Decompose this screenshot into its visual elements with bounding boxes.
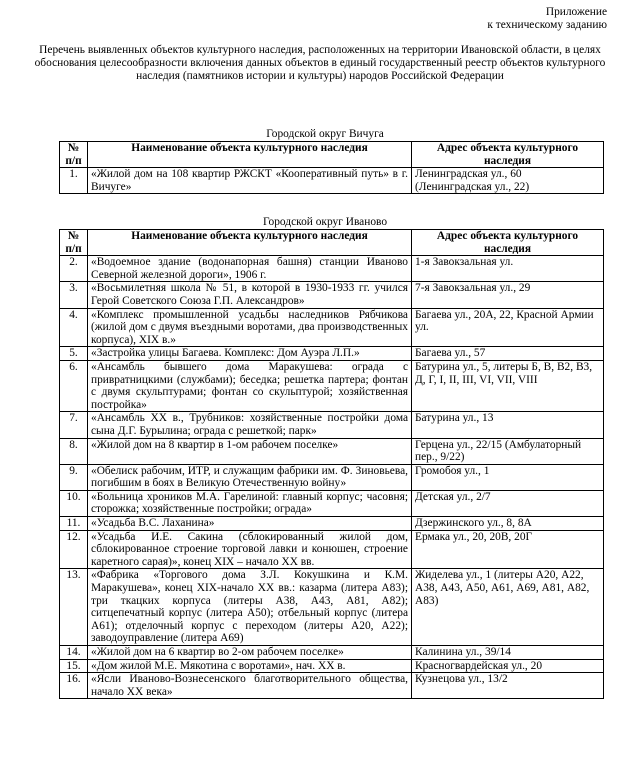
table-row <box>60 168 604 194</box>
cell-name: «Водоемное здание (водонапорная башня) станции Иваново Северной железной дороги», 1906 г. <box>88 256 412 282</box>
cell-num: 9. <box>60 464 88 490</box>
cell-name: «Усадьба И.Е. Сакина (сблокированный жилой дом, сблокированное строение торговой лавки и конюшен, строение каретного сарая)», конец XIX – начало XX вв. <box>88 530 412 569</box>
cell-address: 1-я Завокзальная ул. <box>412 256 604 282</box>
table-row <box>60 438 604 464</box>
table-row <box>60 464 604 490</box>
table-body <box>60 256 604 699</box>
cell-num: 4. <box>60 308 88 347</box>
cell-num: 6. <box>60 360 88 411</box>
cell-num: 1. <box>60 168 88 194</box>
cell-name: «Фабрика «Торгового дома З.Л. Кокушкина и К.М. Маракушева», конец XIX-начало XX вв.: казарма (литера А83); три ткацких корпуса (литеры А38, А43, А81, А82); ситцепечатный корпус (литера А50); отбельный корпус (литера А61); отделочный корпус с переходом (литеры А20, А22); заводоуправление (литера А69) <box>88 569 412 646</box>
cell-address: Батурина ул., 5, литеры Б, В, В2, В3, Д, Г, I, II, III, VI, VII, VIII <box>412 360 604 411</box>
cell-name: «Застройка улицы Багаева. Комплекс: Дом Ауэра Л.П.» <box>88 347 412 361</box>
cell-name: «Обелиск рабочим, ИТР, и служащим фабрики им. Ф. Зиновьева, погибшим в боях в Великую Отечественную войну» <box>88 464 412 490</box>
column-header-name: Наименование объекта культурного наследия <box>88 142 412 168</box>
cell-address: Жиделева ул., 1 (литеры А20, А22, А38, А43, А50, А61, А69, А81, А82, А83) <box>412 569 604 646</box>
cell-address: Ленинградская ул., 60 (Ленинградская ул., 22) <box>412 168 604 194</box>
appendix-label <box>487 6 607 32</box>
cell-name: «Комплекс промышленной усадьбы наследников Рябчикова (жилой дом с двумя въездными воротами, два производственных корпуса), XIX в.» <box>88 308 412 347</box>
table-header-row <box>60 230 604 256</box>
appendix-line-1: Приложение <box>545 6 607 18</box>
table-row <box>60 282 604 308</box>
cell-address: Герцена ул., 22/15 (Амбулаторный пер., 9/22) <box>412 438 604 464</box>
cell-address: Красногвардейская ул., 20 <box>412 659 604 673</box>
table-row <box>60 347 604 361</box>
cell-address: Багаева ул., 57 <box>412 347 604 361</box>
cell-address: Дзержинского ул., 8, 8А <box>412 517 604 531</box>
cell-num: 5. <box>60 347 88 361</box>
cell-num: 12. <box>60 530 88 569</box>
column-header-num: № п/п <box>60 142 88 168</box>
cell-num: 14. <box>60 646 88 660</box>
cell-name: «Больница хроников М.А. Гарелиной: главный корпус; часовня; сторожка; хозяйственные постройки; ограда» <box>88 490 412 516</box>
cell-num: 16. <box>60 673 88 699</box>
cell-name: «Жилой дом на 8 квартир в 1-ом рабочем поселке» <box>88 438 412 464</box>
table-ivanovo <box>59 229 604 699</box>
cell-name: «Восьмилетняя школа № 51, в которой в 1930-1933 гг. учился Герой Советского Союза Г.П. Александров» <box>88 282 412 308</box>
cell-num: 10. <box>60 490 88 516</box>
table-row <box>60 490 604 516</box>
table-row <box>60 530 604 569</box>
cell-address: Детская ул., 2/7 <box>412 490 604 516</box>
cell-name: «Ансамбль бывшего дома Маракушева: ограда с привратницкими (службами); беседка; решетка партера; фонтан с двумя скульптурами; фонтан со скульптурой; хозяйственная постройка» <box>88 360 412 411</box>
cell-address: Ермака ул., 20, 20В, 20Г <box>412 530 604 569</box>
section-title-vichuga: Городской округ Вичуга <box>266 128 384 140</box>
table-row <box>60 256 604 282</box>
table-row <box>60 673 604 699</box>
cell-name: «Ансамбль XX в., Трубников: хозяйственные постройки дома сына Д.Г. Бурылина; ограда с решеткой; парк» <box>88 412 412 438</box>
column-header-num: № п/п <box>60 230 88 256</box>
cell-num: 3. <box>60 282 88 308</box>
cell-name: «Усадьба В.С. Лаханина» <box>88 517 412 531</box>
cell-num: 8. <box>60 438 88 464</box>
table-row <box>60 308 604 347</box>
cell-address: Батурина ул., 13 <box>412 412 604 438</box>
cell-address: Калинина ул., 39/14 <box>412 646 604 660</box>
cell-address: Кузнецова ул., 13/2 <box>412 673 604 699</box>
table-row <box>60 646 604 660</box>
column-header-name: Наименование объекта культурного наследия <box>88 230 412 256</box>
document-heading: Перечень выявленных объектов культурного наследия, расположенных на территории Ивановской области, в целях обоснования целесообразности включения данных объектов в единый государственный реестр объектов культурного наследия (памятников истории и культуры) народов Российской Федерации <box>34 44 606 82</box>
cell-num: 15. <box>60 659 88 673</box>
cell-name: «Ясли Иваново-Вознесенского благотворительного общества, начало XX века» <box>88 673 412 699</box>
cell-name: «Дом жилой М.Е. Мякотина с воротами», нач. XX в. <box>88 659 412 673</box>
cell-num: 11. <box>60 517 88 531</box>
cell-num: 7. <box>60 412 88 438</box>
table-body <box>60 168 604 194</box>
cell-name: «Жилой дом на 108 квартир РЖСКТ «Кооперативный путь» в г. Вичуге» <box>88 168 412 194</box>
table-row <box>60 517 604 531</box>
table-header-row <box>60 142 604 168</box>
section-title-ivanovo: Городской округ Иваново <box>262 216 388 228</box>
cell-address: 7-я Завокзальная ул., 29 <box>412 282 604 308</box>
cell-address: Громобоя ул., 1 <box>412 464 604 490</box>
cell-name: «Жилой дом на 6 квартир во 2-ом рабочем поселке» <box>88 646 412 660</box>
cell-num: 2. <box>60 256 88 282</box>
column-header-address: Адрес объекта культурного наследия <box>412 142 604 168</box>
table-row <box>60 412 604 438</box>
table-row <box>60 659 604 673</box>
appendix-line-2: к техническому заданию <box>487 19 607 31</box>
column-header-address: Адрес объекта культурного наследия <box>412 230 604 256</box>
table-vichuga <box>59 141 604 194</box>
table-row <box>60 360 604 411</box>
cell-num: 13. <box>60 569 88 646</box>
table-row <box>60 569 604 646</box>
cell-address: Багаева ул., 20А, 22, Красной Армии ул. <box>412 308 604 347</box>
